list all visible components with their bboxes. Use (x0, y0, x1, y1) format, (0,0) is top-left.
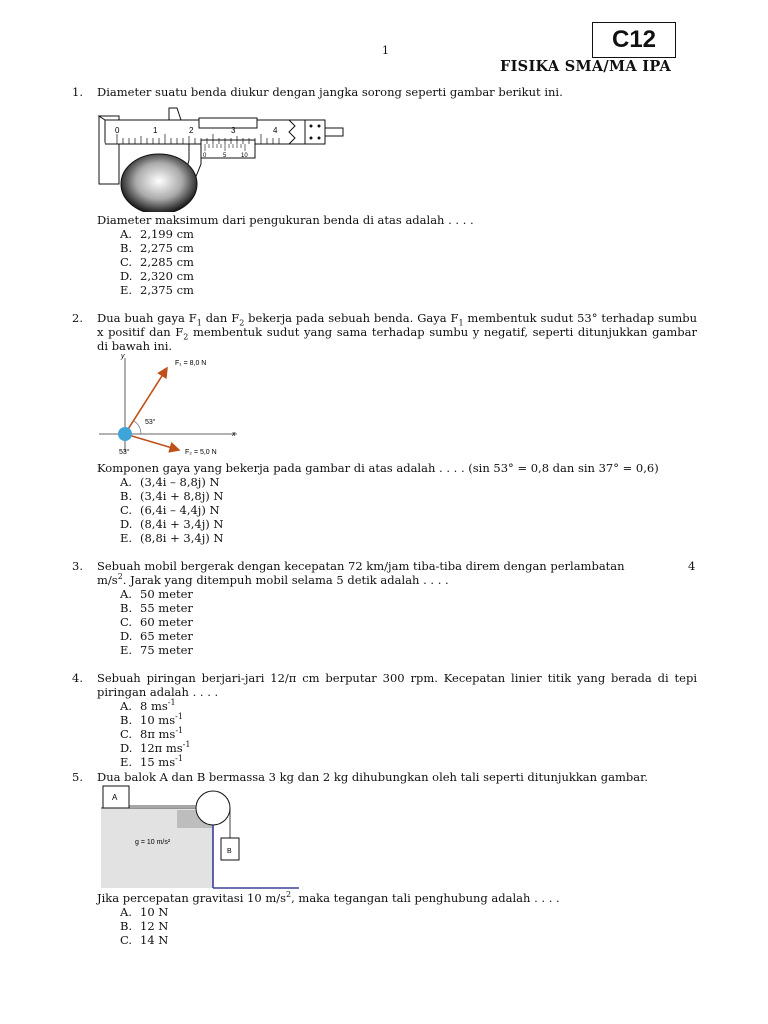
q4-number: 4. (72, 671, 83, 685)
q4-option-b[interactable]: B. 10 $ms^{-1}$ (120, 712, 183, 727)
vernier-scale-10: 10 (241, 153, 248, 159)
q3-text-value: 4 (688, 559, 696, 573)
page-number: 1 (382, 44, 389, 57)
main-scale-0: 0 (115, 126, 120, 135)
q3-option-b[interactable]: B. 55 meter (120, 601, 193, 615)
q3-text-line2: $m/s^2$. Jarak yang ditempuh mobil selama 5 detik adalah . . . . (97, 572, 449, 587)
q1-number: 1. (72, 85, 83, 99)
q1-question: Diameter maksimum dari pengukuran benda di atas adalah . . . . (97, 213, 474, 227)
f2-label: F₂ = 5,0 N (185, 449, 217, 456)
q1-caliper-figure (97, 104, 372, 212)
q1-option-c[interactable]: C. 2,285 cm (120, 255, 194, 269)
axis-y-label: y (121, 353, 125, 360)
q4-text: Sebuah piringan berjari-jari 12/π cm berputar 300 rpm. Kecepatan linier titik yang berada di tepi piringan adalah . . . . (97, 671, 697, 699)
q2-option-d[interactable]: D. (8,4i + 3,4j) N (120, 517, 224, 531)
q1-option-d[interactable]: D. 2,320 cm (120, 269, 194, 283)
angle1-label: 53° (145, 419, 156, 426)
q2-number: 2. (72, 311, 83, 325)
q3-option-e[interactable]: E. 75 meter (120, 643, 193, 657)
q2-option-e[interactable]: E. (8,8i + 3,4j) N (120, 531, 224, 545)
measured-ball (121, 154, 197, 212)
q2-question: Komponen gaya yang bekerja pada gambar di atas adalah . . . . (sin 53° = 0,8 dan sin 37° = 0,6) (97, 461, 659, 475)
q5-option-b[interactable]: B. 12 N (120, 919, 169, 933)
q3-number: 3. (72, 559, 83, 573)
q2-option-c[interactable]: C. (6,4i – 4,4j) N (120, 503, 220, 517)
block-a-label: A (112, 793, 118, 802)
q3-option-d[interactable]: D. 65 meter (120, 629, 193, 643)
axis-x-label: x (232, 431, 236, 438)
q3-option-a[interactable]: A. 50 meter (120, 587, 193, 601)
q5-text: Dua balok A dan B bermassa 3 kg dan 2 kg dihubungkan oleh tali seperti ditunjukkan gambar. (97, 770, 648, 784)
subject-title: FISIKA SMA/MA IPA (500, 58, 672, 75)
q4-option-d[interactable]: D. 12π $ms^{-1}$ (120, 740, 191, 755)
q2-option-b[interactable]: B. (3,4i + 8,8j) N (120, 489, 224, 503)
main-scale-3: 3 (231, 126, 236, 135)
main-scale-1: 1 (153, 126, 158, 135)
q2-option-a[interactable]: A. (3,4i – 8,8j) N (120, 475, 220, 489)
exam-code-box: C12 (592, 22, 676, 58)
q1-option-a[interactable]: A. 2,199 cm (120, 227, 194, 241)
q3-option-c[interactable]: C. 60 meter (120, 615, 193, 629)
vernier-scale-5: 5 (223, 153, 227, 159)
q5-number: 5. (72, 770, 83, 784)
vernier-scale-0: 0 (203, 153, 207, 159)
q2-force-diagram (97, 352, 252, 460)
angle2-label: 53° (119, 449, 130, 456)
f2-arrow (125, 434, 179, 450)
q1-option-b[interactable]: B. 2,275 cm (120, 241, 194, 255)
q5-pulley-figure (97, 784, 302, 890)
q3-text-line1: Sebuah mobil bergerak dengan kecepatan 72 km/jam tiba-tiba direm dengan perlambatan (97, 559, 625, 573)
q1-text: Diameter suatu benda diukur dengan jangka sorong seperti gambar berikut ini. (97, 85, 563, 99)
f1-label: F₁ = 8,0 N (175, 360, 207, 367)
q4-option-a[interactable]: A. 8 $ms^{-1}$ (120, 698, 176, 713)
q5-option-c[interactable]: C. 14 N (120, 933, 169, 947)
gravity-label: g = 10 m/s² (135, 839, 171, 846)
q5-option-a[interactable]: A. 10 N (120, 905, 169, 919)
main-scale-4: 4 (273, 126, 278, 135)
q2-text: Dua buah gaya $F_1$ dan $F_2$ bekerja pada sebuah benda. Gaya $F_1$ membentuk sudut 53° terhadap sumbu x positif dan $F_2$ membentuk sudut yang sama terhadap sumbu y negatif, seperti ditunjukkan gambar di bawah ini. (97, 311, 697, 353)
block-b-label: B (227, 848, 232, 855)
pulley (196, 791, 230, 825)
q5-question: Jika percepatan gravitasi 10 $m/s^2$, maka tegangan tali penghubung adalah . . . . (97, 890, 560, 905)
q4-option-c[interactable]: C. 8π $ms^{-1}$ (120, 726, 184, 741)
body-point (118, 427, 132, 441)
main-scale-2: 2 (189, 126, 194, 135)
q4-option-e[interactable]: E. 15 $ms^{-1}$ (120, 754, 183, 769)
q1-option-e[interactable]: E. 2,375 cm (120, 283, 194, 297)
